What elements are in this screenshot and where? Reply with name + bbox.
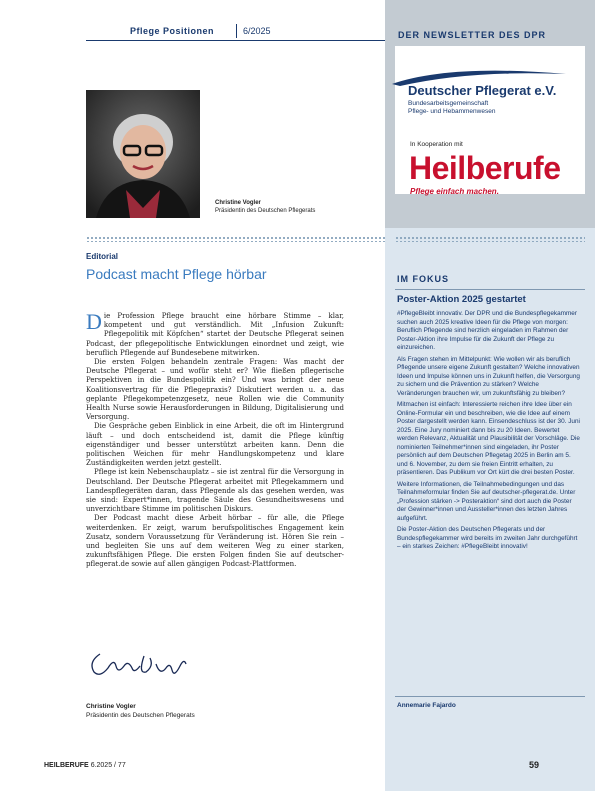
page-number: 59: [529, 760, 540, 770]
sidebar-paragraph: Die Poster-Aktion des Deutschen Pflegerats und der Bundespflegekammer wird bereits im zweiten Jahr durchgeführt – ein starkes Zeichen: #PflegeBleibt innovativ!: [397, 526, 578, 550]
editorial-dotted-rule: [86, 236, 385, 242]
editorial-body: [86, 309, 344, 570]
photo-caption-name: Christine Vogler: [215, 200, 261, 206]
sidebar-body: [397, 310, 582, 555]
sidebar-dotted-rule: [395, 236, 585, 242]
heilberufe-logo: Heilberufe: [409, 150, 561, 186]
cooperation-label: In Kooperation mit: [410, 141, 463, 148]
editorial-author-name: Christine Vogler: [86, 703, 136, 710]
editorial-paragraph: Der Podcast macht diese Arbeit hörbar – für alle, die Pflege weiterdenken. Er zeigt, warum berufspolitisches Engagement kein Zusatz, sondern Voraussetzung für Veränderung ist. Hören Sie rein – und begleiten Sie uns auf dem weiteren Weg zu einer starken, zukunftsfähigen Pflege. Die ersten Folgen finden Sie auf deutscher-pflegerat.de sowie auf allen gängigen Podcast-Plattformen.: [86, 514, 344, 569]
newsletter-title: DER NEWSLETTER DES DPR: [398, 30, 547, 40]
editorial-kicker: Editorial: [86, 252, 119, 261]
drop-cap: D: [86, 309, 102, 334]
header-separator: [236, 24, 237, 38]
dpr-logo-name: Deutscher Pflegerat e.V.: [408, 83, 557, 98]
sidebar-rule: [395, 289, 585, 290]
editorial-headline: Podcast macht Pflege hörbar: [86, 266, 267, 282]
sidebar-author-rule: [395, 696, 585, 697]
editorial-paragraph: Die Gespräche geben Einblick in eine Arbeit, die oft im Hintergrund läuft – und doch entscheidend ist, damit die Pflege künftig eigenständiger und besser unterstützt arbeiten kann. Denn die politischen Weichen für mehr Handlungskompetenz und klare Zuständigkeiten werden jetzt gestellt.: [86, 422, 344, 468]
author-portrait: [86, 90, 200, 218]
dpr-logo-subline-2: Pflege- und Hebammenwesen: [408, 108, 496, 115]
editorial-paragraph: Pflege ist kein Nebenschauplatz – sie ist zentral für die Versorgung in Deutschland. Der Deutsche Pflegerat arbeitet mit Pflegekammern und Landespflegeräten daran, dass Pflegende als das gesehen werden, was sie sind: Expert*innen, tragende Säule des Gesundheitswesens und unverzichtbare Stimme im politischen Diskurs.: [86, 468, 344, 514]
sidebar-paragraph: Mitmachen ist einfach: Interessierte reichen ihre Idee über ein Online-Formular ein und beschreiben, wie die Idee auf einem Poster dargestellt werden kann. Einsendeschluss ist der 30. Juni 2025. Eine Jury nominiert dann bis zu 20 Ideen. Bewertet werden Relevanz, Aktualität und Plausibilität der Vorschläge. Die nominierten Teilnehmer*innen sind eingeladen, ihr Poster persönlich auf dem Deutschen Pflegetag 2025 in Berlin am 5. und 6. November, zu dem sie freien Eintritt erhalten, zu präsentieren. Das Publikum vor Ort kürt die drei besten Poster.: [397, 401, 580, 476]
heilberufe-tagline: Pflege einfach machen.: [410, 187, 499, 196]
sidebar-paragraph: Als Fragen stehen im Mittelpunkt: Wie wollen wir als beruflich Pflegende unsere eigene Zukunft gestalten? Welche innovativen Ideen und Impulse können uns in Zukunft helfen, die Versorgung zu sichern und die Prävention zu stärken? Welche Veränderungen brauchen wir, um zukunftsfähig zu bleiben?: [397, 355, 580, 397]
issue-number: 6/2025: [243, 26, 271, 36]
editorial-author-role: Präsidentin des Deutschen Pflegerats: [86, 712, 195, 719]
footer-brand: [44, 762, 126, 769]
editorial-first-paragraph: ie Profession Pflege braucht eine hörbare Stimme – klar, kompetent und gut verständlich. Mit „Infusion Zukunft: Pflegepolitik mit Köpfchen“ startet der Deutsche Pflegerat seinen Podcast, der pflegepolitische Entwicklungen einordnet und zeigt, wie beruflich Pflegende auf Bundesebene mitwirken.: [86, 312, 344, 357]
dpr-logo-subline-1: Bundesarbeitsgemeinschaft: [408, 100, 489, 107]
editorial-paragraph: [86, 309, 344, 358]
signature: [86, 644, 196, 684]
publication-title: Pflege Positionen: [130, 26, 215, 36]
sidebar-paragraph: Weitere Informationen, die Teilnahmebedingungen und das Teilnahmeformular finden Sie auf deutscher-pflegerat.de. Unter „Profession stärken -> Posteraktion“ sind dort auch die Poster der Gewinner*innen und Aussteller*innen des letzten Jahres aufgeführt.: [397, 480, 576, 522]
footer-issue: 6.2025 / 77: [90, 762, 126, 769]
photo-caption-role: Präsidentin des Deutschen Pflegerats: [215, 208, 316, 214]
sidebar-section-title: IM FOKUS: [397, 274, 449, 284]
sidebar-headline: Poster-Aktion 2025 gestartet: [397, 294, 526, 305]
editorial-paragraph: Die ersten Folgen behandeln zentrale Fragen: Was macht der Deutsche Pflegerat – und wofür steht er? Wie fließen pflegerische Perspektiven in die Bundespolitik ein? Und was bringt der neue Koalitionsvertrag für die Pflegepraxis? Diskutiert werden u. a. das geplante Pflegekompetenzgesetz, neue Rollen wie die Community Health Nurse sowie Herausforderungen in Bildung, Digitalisierung und Versorgung.: [86, 358, 344, 422]
footer-brand-name: HEILBERUFE: [44, 762, 89, 769]
header-rule: [86, 40, 385, 41]
sidebar-author: Annemarie Fajardo: [397, 702, 456, 709]
sidebar-paragraph: #PflegeBleibt innovativ. Der DPR und die Bundespflegekammer suchen auch 2025 kreative Ideen für die Pflege von morgen: Beruflich Pflegende sind herzlich eingeladen im Rahmen der Poster-Aktion ihre Impulse für die Zukunft der Pflege zu einzureichen.: [397, 310, 577, 351]
